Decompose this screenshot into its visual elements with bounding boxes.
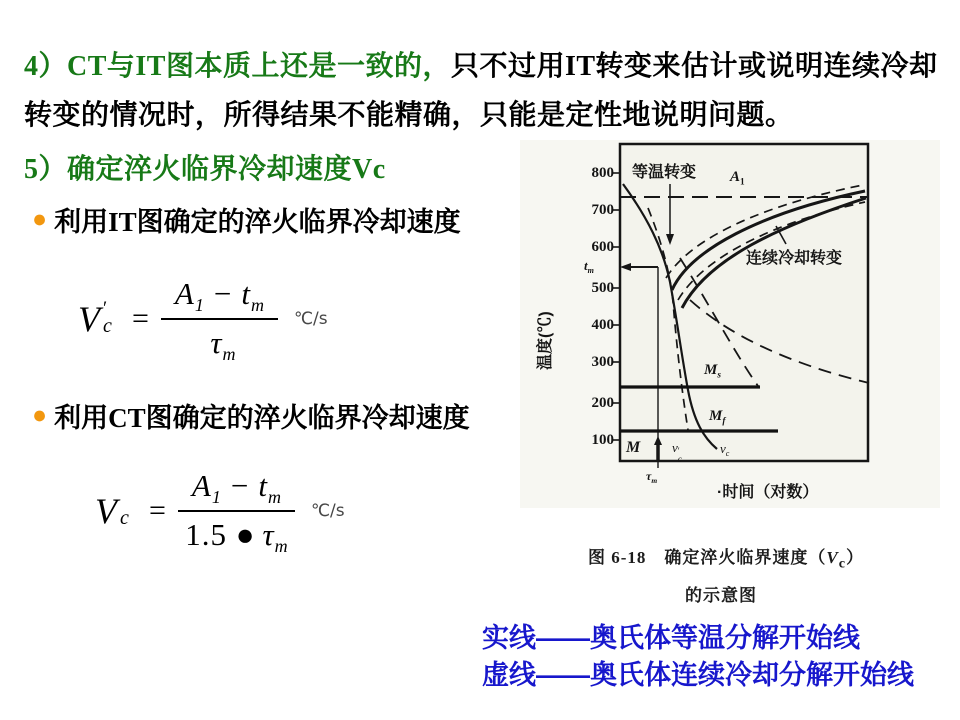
num-a-sub: 1 bbox=[194, 295, 204, 315]
bullet-row-it bbox=[32, 200, 461, 239]
lhs-variable: V bbox=[95, 490, 117, 531]
num-a: A bbox=[191, 468, 211, 503]
ms-sub: s bbox=[717, 370, 721, 381]
denominator bbox=[185, 512, 288, 556]
den-tau: τ bbox=[210, 325, 222, 360]
mf-label bbox=[709, 408, 725, 427]
minus-sign: − bbox=[230, 468, 249, 503]
bullet-icon: ● bbox=[32, 402, 48, 429]
formula-vc-it bbox=[78, 276, 328, 364]
tm-sub: m bbox=[587, 266, 594, 276]
num-t-sub: m bbox=[267, 487, 281, 507]
figure-caption bbox=[588, 543, 864, 619]
caption-line-2: 的示意图 bbox=[685, 586, 757, 605]
bullet-row-ct bbox=[32, 396, 470, 435]
vc-prime-base: v bbox=[672, 440, 678, 455]
y-tick: 300 bbox=[591, 354, 614, 370]
numerator bbox=[161, 276, 278, 320]
intro-paragraph bbox=[24, 42, 940, 140]
unit-label: ℃/s bbox=[293, 308, 328, 329]
vc-label bbox=[720, 441, 729, 458]
continuous-cooling-label: 连续冷却转变 bbox=[746, 250, 843, 267]
mf-base: M bbox=[709, 408, 723, 424]
lhs-subscript: c bbox=[103, 315, 112, 337]
x-axis-title: ·时间（对数） bbox=[717, 484, 819, 501]
legend-dashed-line: 虚线——奥氏体连续冷却分解开始线 bbox=[482, 660, 914, 690]
vc-prime-sup: ′ bbox=[677, 446, 680, 456]
a1-label bbox=[730, 169, 745, 188]
isothermal-label: 等温转变 bbox=[632, 164, 697, 181]
den-tau-sub: m bbox=[222, 344, 236, 364]
y-tick: 700 bbox=[591, 202, 614, 218]
num-a-sub: 1 bbox=[211, 487, 221, 507]
lhs-subscript: c bbox=[120, 507, 129, 529]
denominator bbox=[203, 320, 236, 364]
equals-sign: = bbox=[149, 493, 166, 527]
caption-line-1 bbox=[588, 543, 864, 581]
lhs-prime bbox=[120, 493, 137, 508]
bullet-ct-label: 利用CT图确定的淬火临界冷却速度 bbox=[54, 403, 470, 433]
a1-sub: 1 bbox=[740, 177, 745, 188]
unit-label: ℃/s bbox=[310, 500, 345, 521]
minus-sign: − bbox=[213, 276, 232, 311]
caption-prefix: 图 6-18 确定淬火临界速度（ bbox=[588, 548, 827, 567]
tau-base: τ bbox=[646, 469, 652, 483]
numerator bbox=[178, 468, 295, 512]
vc-sub: c bbox=[725, 449, 730, 459]
vc-prime-label bbox=[672, 440, 686, 464]
y-tick: 800 bbox=[591, 165, 614, 181]
y-tick: 600 bbox=[591, 239, 614, 255]
ms-base: M bbox=[704, 362, 718, 378]
section-heading: 5）确定淬火临界冷却速度Vc bbox=[24, 154, 386, 185]
plot-border bbox=[620, 144, 868, 461]
y-axis-title: 温度(℃) bbox=[537, 311, 554, 370]
lhs-prime: ′ bbox=[103, 298, 108, 319]
den-prefix: 1.5 ● bbox=[185, 517, 256, 552]
tau-m-label bbox=[646, 469, 657, 485]
caption-vc bbox=[826, 548, 847, 572]
ms-label bbox=[704, 362, 721, 381]
intro-green-run: 4）CT与IT图本质上还是一致的， bbox=[24, 51, 451, 82]
lhs-variable: V bbox=[78, 298, 100, 339]
vc-prime-sub: c bbox=[677, 454, 682, 464]
fraction bbox=[161, 276, 278, 364]
a1-base: A bbox=[730, 169, 741, 185]
den-tau: τ bbox=[262, 517, 274, 552]
legend-solid-line: 实线——奥氏体等温分解开始线 bbox=[482, 623, 860, 653]
y-tick: 100 bbox=[591, 432, 614, 448]
vc-base: v bbox=[720, 441, 726, 456]
y-tick: 500 bbox=[591, 280, 614, 296]
formula-lhs bbox=[78, 298, 120, 340]
intro-black-run: 只不过用IT转变来估计或说明连续冷却转变的情况时，所得结果不能精确，只能是定性地说明问题。 bbox=[24, 51, 938, 131]
lhs-subsup bbox=[120, 493, 137, 528]
caption-suffix: ） bbox=[846, 548, 865, 567]
num-a: A bbox=[174, 276, 194, 311]
mf-sub: f bbox=[722, 416, 726, 427]
num-t-sub: m bbox=[250, 295, 264, 315]
equals-sign: = bbox=[132, 301, 149, 335]
lhs-subsup bbox=[103, 298, 120, 337]
m-label: M bbox=[626, 439, 641, 456]
ttt-cct-figure bbox=[520, 140, 940, 508]
bullet-icon: ● bbox=[32, 206, 48, 233]
formula-lhs bbox=[95, 490, 137, 532]
fraction bbox=[178, 468, 295, 556]
tm-tick-label bbox=[584, 258, 594, 275]
caption-v-base: V bbox=[826, 548, 839, 567]
den-tau-sub: m bbox=[274, 536, 288, 556]
caption-v-sub: c bbox=[838, 555, 847, 572]
y-tick: 200 bbox=[591, 395, 614, 411]
bullet-it-label: 利用IT图确定的淬火临界冷却速度 bbox=[54, 207, 461, 237]
y-tick: 400 bbox=[591, 317, 614, 333]
tm-base: t bbox=[584, 258, 588, 273]
formula-vc-ct bbox=[95, 468, 345, 556]
line-legend bbox=[482, 620, 914, 694]
num-t: t bbox=[241, 276, 250, 311]
num-t: t bbox=[258, 468, 267, 503]
tau-sub: m bbox=[651, 475, 658, 485]
